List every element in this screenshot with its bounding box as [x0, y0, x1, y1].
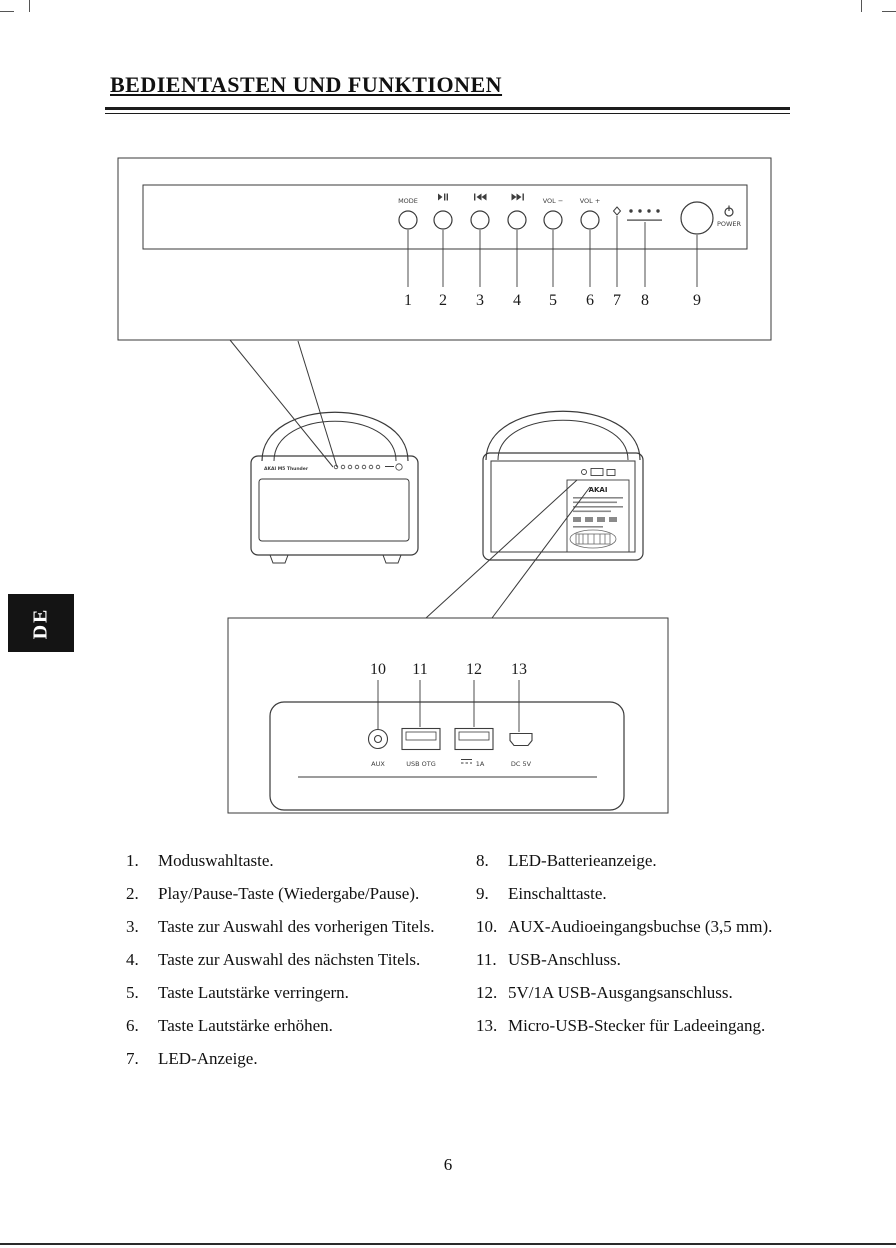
callout-number-11: 11	[412, 661, 428, 678]
list-item-number: 1.	[126, 851, 139, 870]
list-item	[126, 982, 462, 1003]
function-list-right	[476, 850, 796, 1048]
speaker-bottom-panel	[270, 702, 624, 810]
previous-button	[471, 211, 489, 229]
speaker-back-label-plate	[567, 480, 629, 552]
list-item	[126, 883, 462, 904]
list-item-text: LED-Batterieanzeige.	[508, 851, 657, 870]
battery-led-dots-icon	[627, 209, 662, 220]
dc-output-symbol-icon	[461, 760, 472, 764]
language-tab-label: DE	[29, 607, 52, 639]
list-item	[476, 949, 796, 970]
speaker-back-brand: AKAI	[588, 486, 608, 494]
power-label: POWER	[716, 220, 742, 228]
next-track-icon	[512, 194, 524, 201]
list-item-number: 13.	[476, 1016, 498, 1035]
speaker-front-foot-left	[270, 555, 288, 563]
language-tab	[8, 594, 74, 652]
list-item-number: 3.	[126, 917, 139, 936]
micro-usb-port	[510, 734, 532, 746]
dc-port-label: DC 5V	[510, 760, 532, 768]
list-item	[476, 883, 796, 904]
speaker-front-foot-right	[383, 555, 401, 563]
speaker-front-handle-inner	[274, 421, 396, 461]
speaker-front-view	[251, 412, 418, 563]
list-item	[126, 949, 462, 970]
list-item	[476, 982, 796, 1003]
power-button	[681, 202, 713, 234]
play-pause-icon	[438, 194, 448, 201]
list-item-text: Taste Lautstärke erhöhen.	[158, 1016, 333, 1035]
volume-down-button	[544, 211, 562, 229]
list-item	[126, 916, 462, 937]
list-item	[126, 1048, 462, 1069]
next-button	[508, 211, 526, 229]
list-item-text: AUX-Audioeingangsbuchse (3,5 mm).	[508, 917, 773, 936]
page-number: 6	[443, 1155, 453, 1174]
callout-number-6: 6	[586, 292, 594, 309]
crop-mark	[861, 0, 862, 12]
aux-jack-port	[369, 730, 388, 749]
speaker-front-handle	[262, 412, 408, 461]
list-item-number: 8.	[476, 851, 489, 870]
bottom-panel-callout-box	[228, 618, 668, 813]
list-item-number: 9.	[476, 884, 489, 903]
usb-otg-port	[402, 729, 440, 750]
crop-mark	[882, 11, 896, 12]
list-item-number: 11.	[476, 950, 497, 969]
callout-number-4: 4	[513, 292, 521, 309]
list-item-text: USB-Anschluss.	[508, 950, 621, 969]
list-item-text: LED-Anzeige.	[158, 1049, 258, 1068]
list-item	[126, 1015, 462, 1036]
power-symbol-icon	[725, 206, 733, 217]
list-item-text: Taste Lautstärke verringern.	[158, 983, 349, 1002]
list-item-number: 12.	[476, 983, 498, 1002]
title-rule-thick	[105, 107, 790, 110]
list-item-number: 5.	[126, 983, 139, 1002]
bottom-callout-leaders	[378, 680, 519, 732]
callout-number-5: 5	[549, 292, 557, 309]
callout-number-10: 10	[370, 661, 386, 678]
speaker-front-top-buttons	[334, 464, 402, 470]
list-item	[476, 1015, 796, 1036]
crop-mark	[29, 0, 30, 12]
callout-number-8: 8	[641, 292, 649, 309]
led-indicator-diamond-icon	[614, 207, 621, 215]
top-panel-callout-box	[118, 158, 771, 340]
title-rule-thin	[105, 113, 790, 114]
callout-number-9: 9	[693, 292, 701, 309]
list-item-text: 5V/1A USB-Ausgangsanschluss.	[508, 983, 733, 1002]
vol-down-label: VOL −	[542, 197, 564, 205]
crop-mark	[0, 11, 14, 12]
top-panel-pointer-lines	[230, 340, 337, 467]
vol-up-label: VOL +	[579, 197, 601, 205]
list-item-number: 4.	[126, 950, 139, 969]
callout-number-13: 13	[511, 661, 527, 678]
list-item	[126, 850, 462, 871]
list-item-number: 7.	[126, 1049, 139, 1068]
page-title: BEDIENTASTEN UND FUNKTIONEN	[110, 72, 503, 97]
mode-label: MODE	[398, 197, 418, 205]
callout-number-2: 2	[439, 292, 447, 309]
list-item-number: 2.	[126, 884, 139, 903]
list-item-text: Moduswahltaste.	[158, 851, 274, 870]
callout-number-12: 12	[466, 661, 482, 678]
mode-button	[399, 211, 417, 229]
top-callout-leaders	[408, 216, 697, 287]
page-bottom-edge	[0, 1243, 896, 1245]
usb-otg-port-label: USB OTG	[406, 760, 436, 768]
list-item-text: Play/Pause-Taste (Wiedergabe/Pause).	[158, 884, 420, 903]
speaker-front-brand: AKAI M5 Thunder	[264, 467, 309, 472]
callout-number-7: 7	[613, 292, 621, 309]
bottom-panel-pointer-lines	[426, 480, 590, 618]
list-item-number: 10.	[476, 917, 498, 936]
speaker-back-ports	[582, 469, 616, 476]
callout-number-3: 3	[476, 292, 484, 309]
speaker-front-grille	[259, 479, 409, 541]
list-item-text: Taste zur Auswahl des vorherigen Titels.	[158, 917, 435, 936]
list-item-number: 6.	[126, 1016, 139, 1035]
previous-track-icon	[474, 194, 487, 201]
usb-output-label: 1A	[475, 760, 485, 768]
device-diagram	[0, 150, 896, 840]
speaker-back-view	[483, 411, 643, 560]
volume-up-button	[581, 211, 599, 229]
callout-number-1: 1	[404, 292, 412, 309]
aux-jack-hole	[375, 736, 382, 743]
list-item-text: Micro-USB-Stecker für Ladeeingang.	[508, 1016, 766, 1035]
usb-output-port	[455, 729, 493, 750]
list-item	[476, 916, 796, 937]
speaker-back-handle-inner	[498, 420, 628, 460]
list-item	[476, 850, 796, 871]
list-item-text: Einschalttaste.	[508, 884, 607, 903]
function-list-left	[126, 850, 462, 1081]
play-pause-button	[434, 211, 452, 229]
list-item-text: Taste zur Auswahl des nächsten Titels.	[158, 950, 421, 969]
aux-port-label: AUX	[371, 760, 385, 768]
